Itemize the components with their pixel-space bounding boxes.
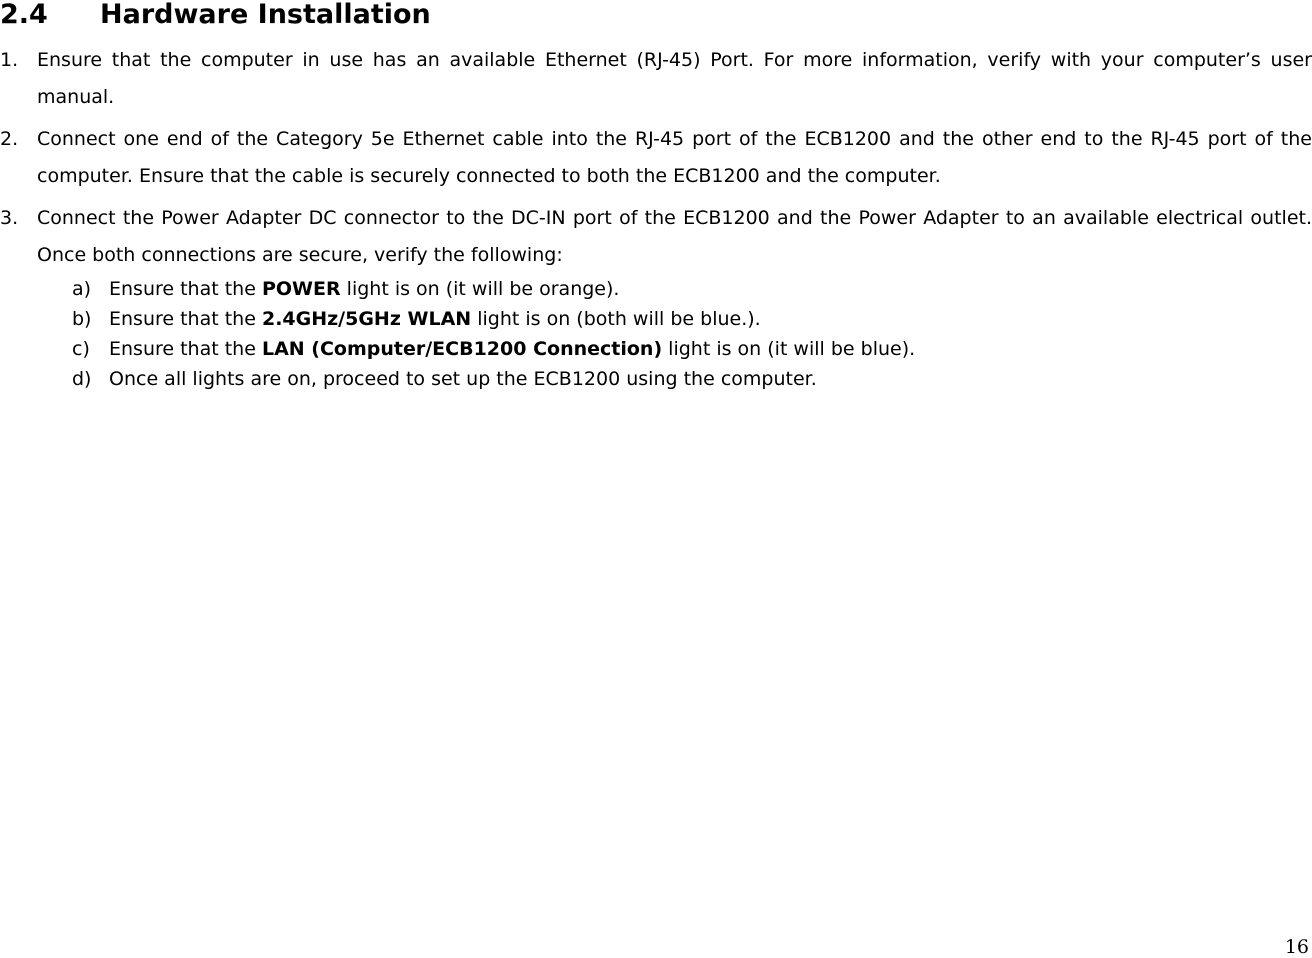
check-item (0, 364, 1312, 394)
check-item (0, 334, 1312, 364)
step-number: 1. (0, 49, 19, 71)
step-item (0, 42, 1312, 116)
check-marker: c) (72, 338, 90, 360)
step-text: Connect one end of the Category 5e Ethernet cable into the RJ-45 port of the ECB1200 and the other end to the RJ-45 port of the computer. Ensure that the cable is securely connected to both the ECB1200 and the computer. (37, 128, 1312, 187)
step-text: Connect the Power Adapter DC connector to the DC-IN port of the ECB1200 and the Power Adapter to an available electrical outlet. Once both connections are secure, verify the following: (37, 207, 1312, 266)
check-highlight: LAN (Computer/ECB1200 Connection) (261, 338, 663, 360)
check-highlight: POWER (261, 278, 341, 300)
check-text-before: Ensure that the (109, 308, 262, 330)
section-number: 2.4 (0, 0, 48, 30)
verification-checklist (0, 274, 1312, 394)
check-text-before: Once all lights are on, proceed to set up the ECB1200 using the computer. (109, 368, 817, 390)
check-marker: d) (72, 368, 92, 390)
check-text-after: light is on (both will be blue.). (471, 308, 761, 330)
step-number: 2. (0, 128, 19, 150)
check-item (0, 274, 1312, 304)
check-text-after: light is on (it will be orange). (340, 278, 620, 300)
step-item (0, 200, 1312, 274)
check-text-before: Ensure that the (109, 278, 262, 300)
step-text: Ensure that the computer in use has an available Ethernet (RJ-45) Port. For more information, verify with your computer’s user manual. (37, 49, 1312, 108)
check-text-before: Ensure that the (109, 338, 262, 360)
check-marker: b) (72, 308, 92, 330)
check-item (0, 304, 1312, 334)
check-highlight: 2.4GHz/5GHz WLAN (261, 308, 472, 330)
check-marker: a) (72, 278, 92, 300)
section-title: Hardware Installation (100, 0, 431, 30)
check-text-after: light is on (it will be blue). (662, 338, 916, 360)
page-number: 16 (1284, 936, 1309, 958)
installation-steps (0, 42, 1312, 279)
section-heading (0, 0, 431, 30)
step-number: 3. (0, 207, 19, 229)
step-item (0, 121, 1312, 195)
